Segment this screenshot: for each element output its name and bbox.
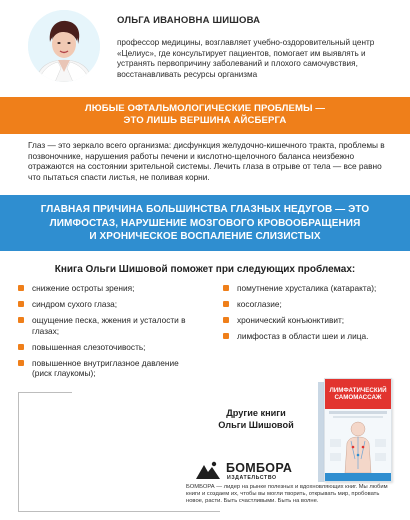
- bullet-icon: [18, 285, 24, 291]
- problems-heading: Книга Ольги Шишовой поможет при следующих проблемах:: [54, 264, 356, 275]
- book-footer-band: [325, 473, 391, 481]
- author-name: ОЛЬГА ИВАНОВНА ШИШОВА: [117, 15, 261, 26]
- bullet-icon: [223, 301, 229, 307]
- bullet-icon: [18, 360, 24, 366]
- author-portrait-icon: [28, 10, 100, 82]
- book-title: ЛИМФАТИЧЕСКИЙ САМОМАССАЖ: [325, 379, 391, 409]
- list-item: лимфостаз в области шеи и лица.: [223, 331, 398, 342]
- bombora-logo-icon: [194, 459, 222, 481]
- intro-paragraph: Глаз — это зеркало всего организма: дисфункция желудочно-кишечного тракта, проблемы в позвоночнике, нарушения работы печени и кислотно-щелочного баланса неизбежно отражаются на состоянии зрительной системы. Лечить глаза в отрыве от тела — все равно что пытаться спасти листья, не поливая корни.: [28, 140, 385, 182]
- bullet-icon: [18, 344, 24, 350]
- list-item: повышенное внутриглазное давление (риск глаукомы);: [18, 358, 193, 379]
- publisher-description: БОМБОРА — лидер на рынке полезных и вдохновляющих книг. Мы любим книги и создаем их, чтобы вы могли творить, открывать мир, пробовать новое, расти. Быть счастливыми. Быть на волне.: [186, 484, 388, 505]
- publisher-subtitle: ИЗДАТЕЛЬСТВО: [227, 475, 277, 481]
- bullet-icon: [223, 333, 229, 339]
- decorative-frame-top: [18, 392, 72, 393]
- publisher-name: БОМБОРА: [226, 461, 293, 475]
- other-books-caption: Другие книги Ольги Шишовой: [218, 408, 294, 430]
- blue-banner-line1: ГЛАВНАЯ ПРИЧИНА БОЛЬШИНСТВА ГЛАЗНЫХ НЕДУГОВ — ЭТО: [40, 204, 370, 215]
- list-item: косоглазие;: [223, 299, 398, 310]
- blue-banner: [0, 195, 410, 251]
- list-item: синдром сухого глаза;: [18, 299, 193, 310]
- author-bio: профессор медицины, возглавляет учебно-оздоровительный центр «Целиус», где консультирует пациентов, помогает им выявлять и устранять первопричину заболеваний и плохого самочувствия, восстанавливать ресурсы организма: [117, 38, 375, 79]
- bullet-icon: [18, 317, 24, 323]
- bullet-icon: [223, 317, 229, 323]
- orange-banner: [0, 97, 410, 134]
- orange-banner-line2: ЭТО ЛИШЬ ВЕРШИНА АЙСБЕРГА: [123, 115, 287, 126]
- blue-banner-line2: ЛИМФОСТАЗ, НАРУШЕНИЕ МОЗГОВОГО КРОВООБРАЩЕНИЯ: [49, 217, 361, 229]
- list-item: помутнение хрусталика (катаракта);: [223, 283, 398, 294]
- bullet-icon: [223, 285, 229, 291]
- list-item: снижение остроты зрения;: [18, 283, 193, 294]
- bullet-icon: [18, 301, 24, 307]
- book-cover: [324, 378, 392, 482]
- author-section: [0, 0, 410, 92]
- anatomy-figure-icon: [325, 409, 391, 473]
- blue-banner-line3: И ХРОНИЧЕСКОЕ ВОСПАЛЕНИЕ СЛИЗИСТЫХ: [89, 231, 321, 243]
- book-cover-image: [318, 378, 392, 482]
- problems-list-right: [223, 283, 398, 347]
- list-item: хронический конъюнктивит;: [223, 315, 398, 326]
- list-item: ощущение песка, жжения и усталости в глазах;: [18, 315, 193, 336]
- list-item: повышенная слезоточивость;: [18, 342, 193, 353]
- orange-banner-line1: ЛЮБЫЕ ОФТАЛЬМОЛОГИЧЕСКИЕ ПРОБЛЕМЫ —: [84, 103, 326, 114]
- author-photo: [28, 10, 100, 82]
- problems-list-left: [18, 283, 193, 384]
